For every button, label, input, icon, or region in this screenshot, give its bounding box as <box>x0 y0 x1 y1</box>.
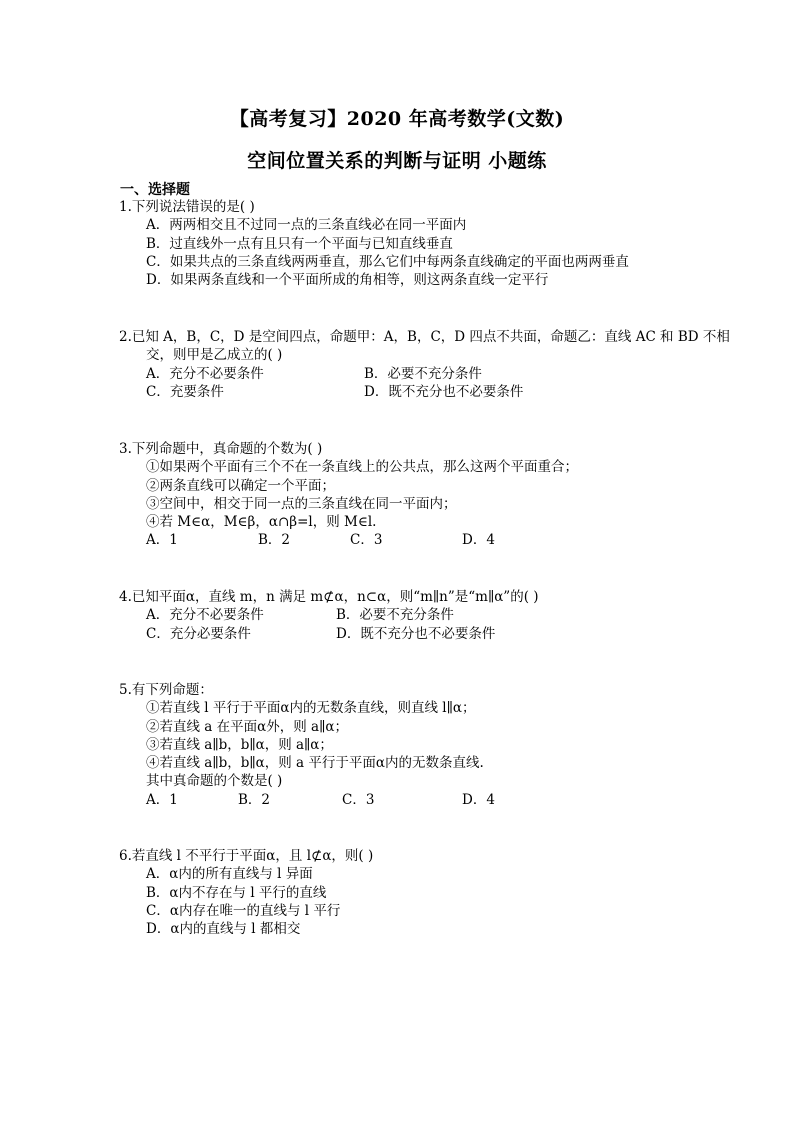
option-d: D．4 <box>462 791 495 808</box>
statement-4: ④若 M∈α，M∈β，α∩β=l，则 M∈l. <box>146 514 377 531</box>
option-d: D．如果两条直线和一个平面所成的角相等，则这两条直线一定平行 <box>146 272 549 289</box>
question-5 <box>119 681 495 809</box>
option-d: D．既不充分也不必要条件 <box>364 383 524 400</box>
question-4 <box>119 588 539 643</box>
question-stem-continuation: 交，则甲是乙成立的( ) <box>146 347 283 364</box>
question-1 <box>119 198 629 289</box>
option-b: B．2 <box>238 791 271 808</box>
question-tail: 其中真命题的个数是( ) <box>146 773 283 790</box>
option-b: B．2 <box>258 532 291 549</box>
option-b: B．过直线外一点有且只有一个平面与已知直线垂直 <box>146 235 453 252</box>
question-stem: 3.下列命题中，真命题的个数为( ) <box>119 441 323 457</box>
question-2 <box>119 328 730 401</box>
option-a: A．充分不必要条件 <box>146 607 264 624</box>
option-c: C．α内存在唯一的直线与 l 平行 <box>146 902 341 919</box>
statement-4: ④若直线 a∥b，b∥α，则 a 平行于平面α内的无数条直线. <box>146 755 484 772</box>
option-a: A．充分不必要条件 <box>146 365 264 382</box>
document-subtitle: 空间位置关系的判断与证明 小题练 <box>247 150 547 172</box>
statement-1: ①如果两个平面有三个不在一条直线上的公共点，那么这两个平面重合； <box>146 459 578 476</box>
section-heading: 一、选择题 <box>120 182 190 198</box>
question-stem: 1.下列说法错误的是( ) <box>119 199 255 215</box>
question-stem: 2.已知 A，B，C，D 是空间四点，命题甲：A，B，C，D 四点不共面，命题乙：直线 AC 和 BD 不相 <box>119 329 730 345</box>
question-6 <box>119 847 373 938</box>
statement-2: ②若直线 a 在平面α外，则 a∥α； <box>146 718 348 735</box>
option-a: A．1 <box>146 532 178 549</box>
option-c: C．充分必要条件 <box>146 625 251 642</box>
option-d: D．α内的直线与 l 都相交 <box>146 921 301 938</box>
statement-3: ③空间中，相交于同一点的三条直线在同一平面内； <box>146 495 457 512</box>
option-d: D．4 <box>462 532 495 549</box>
option-c: C．3 <box>350 532 383 549</box>
option-b: B．α内不存在与 l 平行的直线 <box>146 884 327 901</box>
option-b: B．必要不充分条件 <box>364 365 482 382</box>
option-d: D．既不充分也不必要条件 <box>336 625 496 642</box>
question-3 <box>119 440 578 550</box>
question-stem: 5.有下列命题： <box>119 682 213 698</box>
option-b: B．必要不充分条件 <box>336 607 454 624</box>
statement-3: ③若直线 a∥b，b∥α，则 a∥α； <box>146 736 333 753</box>
question-stem: 6.若直线 l 不平行于平面α，且 l⊄α，则( ) <box>119 848 374 864</box>
option-a: A．α内的所有直线与 l 异面 <box>146 866 313 883</box>
statement-1: ①若直线 l 平行于平面α内的无数条直线，则直线 l∥α； <box>146 700 476 717</box>
option-a: A．1 <box>146 791 178 808</box>
option-a: A．两两相交且不过同一点的三条直线必在同一平面内 <box>146 217 467 234</box>
document-title: 【高考复习】2020 年高考数学(文数) <box>229 108 565 130</box>
statement-2: ②两条直线可以确定一个平面； <box>146 477 335 494</box>
option-c: C．如果共点的三条直线两两垂直，那么它们中每两条直线确定的平面也两两垂直 <box>146 253 629 270</box>
option-c: C．充要条件 <box>146 383 224 400</box>
question-stem: 4.已知平面α，直线 m，n 满足 m⊄α，n⊂α，则“m∥n”是“m∥α”的( ) <box>119 589 539 605</box>
option-c: C．3 <box>342 791 375 808</box>
